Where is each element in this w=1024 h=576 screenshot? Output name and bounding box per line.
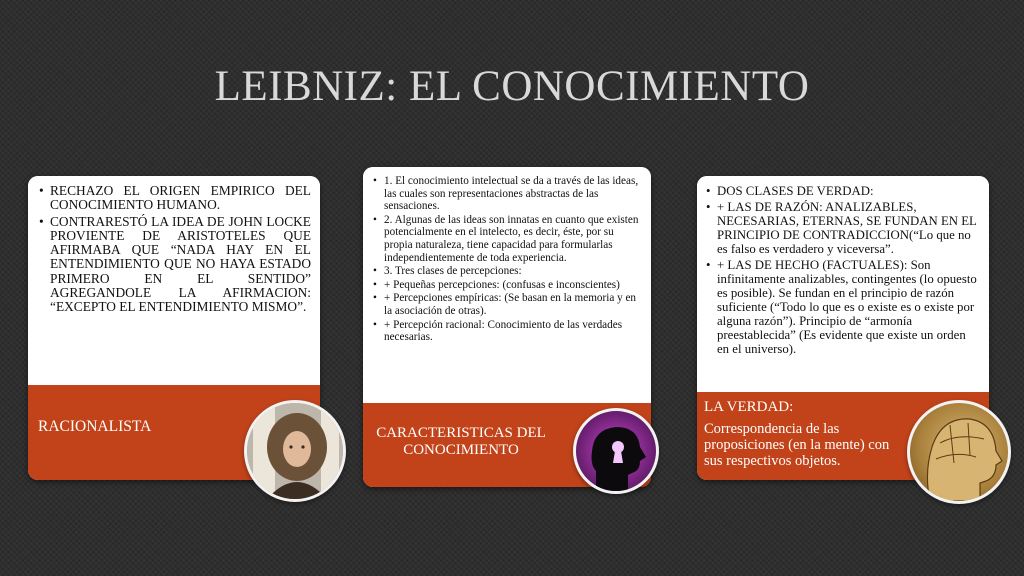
leibniz-portrait-icon [244, 400, 346, 502]
bullet-item: • 3. Tres clases de percepciones: [373, 265, 641, 278]
bullet-item: • + Pequeñas percepciones: (confusas e inconscientes) [373, 279, 641, 292]
bullet-item: • 2. Algunas de las ideas son innatas en cuanto que existen potencialmente en el intelecto, es decir, éste, por su propia naturaleza, tiene capacidad para formularlas independientemente de toda experiencia. [373, 214, 641, 264]
card-text-area [28, 176, 320, 315]
bullet-item: • + Percepciones empíricas: (Se basan en la memoria y en la asociación de otras). [373, 292, 641, 317]
bullet-item: • + LAS DE RAZÓN: ANALIZABLES, NECESARIAS, ETERNAS, SE FUNDAN EN EL PRINCIPIO DE CONTRADICCION(“Lo que no es falso es verdadero y viceversa”. [706, 200, 980, 256]
bullet-item: • RECHAZO EL ORIGEN EMPIRICO DEL CONOCIMIENTO HUMANO. [39, 184, 311, 213]
bullet-list [39, 184, 311, 315]
card-text-area [697, 176, 989, 356]
card-label: LA VERDAD: [704, 399, 794, 415]
card-description: Correspondencia de las proposiciones (en la mente) con sus respectivos objetos. [704, 421, 890, 469]
card-label: RACIONALISTA [38, 418, 152, 435]
card-label: CARACTERISTICAS DEL CONOCIMIENTO [376, 425, 546, 458]
bullet-item: • + LAS DE HECHO (FACTUALES): Son infinitamente analizables, contingentes (lo opuesto es posible). Se fundan en el principio de razón suficiente (“Todo lo que es o existe es o existe por alguna razón”). Principio de “armonía preestablecida” (Es evidente que existe un orden en el universo). [706, 258, 980, 356]
slide-title: LEIBNIZ: EL CONOCIMIENTO [214, 63, 810, 110]
bullet-item: • DOS CLASES DE VERDAD: [706, 184, 980, 198]
phrenology-head-icon [907, 400, 1011, 504]
bullet-item: • CONTRARESTÓ LA IDEA DE JOHN LOCKE PROVIENTE DE ARISTOTELES QUE AFIRMABA QUE “NADA HAY EN EL ENTENDIMIENTO QUE NO HAYA ESTADO PRIMERO EN EL SENTIDO” AGREGANDOLE LA AFIRMACION: “EXCEPTO EL ENTENDIMIENTO MISMO”. [39, 215, 311, 315]
bullet-list [706, 184, 980, 356]
card-text-area [363, 167, 651, 344]
bullet-item: • + Percepción racional: Conocimiento de las verdades necesarias. [373, 319, 641, 344]
bullet-list [373, 175, 641, 344]
bullet-item: • 1. El conocimiento intelectual se da a través de las ideas, las cuales son representaciones abstractas de las sensaciones. [373, 175, 641, 213]
head-keyhole-icon [573, 408, 659, 494]
